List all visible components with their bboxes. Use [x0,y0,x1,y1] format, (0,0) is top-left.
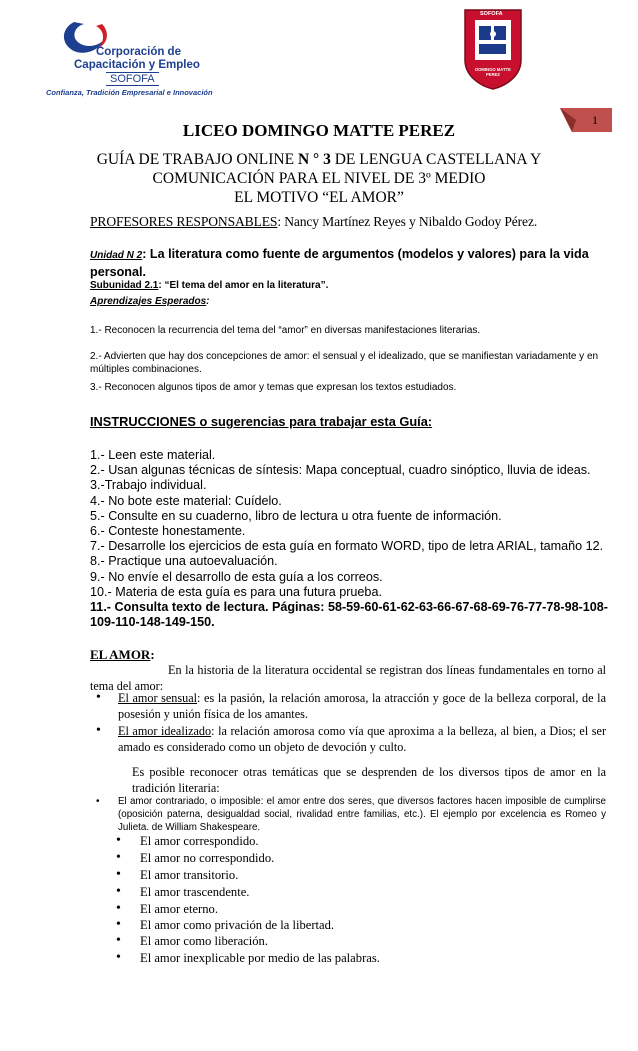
bullet-icon: • [116,884,121,899]
logo-line4: Confianza, Tradición Empresarial e Innovación [46,88,213,97]
amor-type-text: El amor no correspondido. [140,851,275,865]
bullet-icon: • [116,901,121,916]
guide-title-line1 [0,150,638,169]
instrucciones-title: INSTRUCCIONES o sugerencias para trabajar esta Guía: [90,414,433,429]
amor-idealizado-item [96,723,606,755]
amor-type-text: El amor como liberación. [140,934,268,948]
bullet-icon: • [116,917,121,932]
instruccion-item: 10.- Materia de esta guía es para una futura prueba. [90,584,382,599]
instruccion-item: 9.- No envíe el desarrollo de esta guía a los correos. [90,569,383,584]
page-number: 1 [592,113,598,127]
amor-type-item [116,833,259,849]
instruccion-item: 5.- Consulte en su cuaderno, libro de lectura u otra fuente de información. [90,508,502,523]
guide-title-line2: COMUNICACIÓN PARA EL NIVEL DE 3º MEDIO [152,170,486,187]
amor-type-text: El amor inexplicable por medio de las palabras. [140,951,380,965]
amor-title: EL AMOR [90,647,151,662]
amor-contrariado-item [96,796,606,834]
bullet-icon: • [96,723,101,738]
bullet-icon: • [116,833,121,848]
contrariado-text: El amor contrariado, o imposible: el amor entre dos seres, que diversos factores hacen imposible de cumplirse (oposición paterna, desigualdad social, rivalidad entre familias, etc.). El ejemplo por excelencia es Romeo y Julieta. de William Shakespeare. [118,796,606,833]
amor-type-text: El amor transitorio. [140,868,239,882]
logo-line1: Corporación de [96,46,181,58]
aprendizajes-colon: : [206,296,210,307]
instruccion-item: 7.- Desarrolle los ejercicios de esta guía en formato WORD, tipo de letra ARIAL, tamaño 12. [90,539,604,554]
subunit-heading [90,280,328,291]
crest-top-text: SOFOFA [480,11,503,17]
instrucciones-list [90,448,610,630]
amor-type-text: El amor correspondido. [140,834,259,848]
otras-tematicas-paragraph: Es posible reconocer otras temáticas que se desprenden de los diversos tipos de amor en la tradición literaria: [132,765,606,795]
instruccion-item: 11.- Consulta texto de lectura. Páginas: 58-59-60-61-62-63-66-67-68-69-76-77-78-98-108-109-110-148-149-150. [90,600,608,630]
instruccion-item: 8.- Practique una autoevaluación. [90,554,278,569]
bullet-icon: • [116,867,121,882]
idealizado-text: : la relación amorosa como vía que aproxima a la belleza, al bien, a Dios; el ser amado es considerado como un objeto de devoción y culto. [118,724,606,754]
bullet-icon: • [116,933,121,948]
amor-type-item [116,884,250,900]
bullet-icon: • [96,796,100,807]
guide-number: N ° 3 [297,151,331,168]
corporacion-logo [42,18,242,108]
guide-title [0,150,638,207]
bullet-icon: • [116,950,121,965]
amor-heading [90,647,155,663]
amor-type-item [116,901,218,917]
amor-type-item [116,850,275,866]
amor-type-text: El amor como privación de la libertad. [140,918,335,932]
logo-line3: SOFOFA [106,72,159,86]
subunit-label: Subunidad 2.1 [90,280,159,291]
unit-text: : La literatura como fuente de argumentos (modelos y valores) para la vida personal. [90,247,589,279]
sensual-label: El amor sensual [118,691,198,705]
amor-sensual-item [96,690,606,722]
liceo-crest [462,4,524,90]
amor-type-text: El amor eterno. [140,902,218,916]
amor-colon: : [150,647,155,662]
guide-title-part: GUÍA DE TRABAJO ONLINE [96,151,298,168]
unit-label: Unidad N 2 [90,250,143,261]
amor-type-item [116,933,268,949]
crest-bottom-text: DOMINGO MATTE PEREZ [475,67,511,77]
amor-intro: En la historia de la literatura occidental se registran dos líneas fundamentales en torno al tema del amor: [90,663,606,693]
sensual-text: : es la pasión, la relación amorosa, la atracción y goce de la belleza corporal, de la posesión y unión física de los amantes. [118,691,606,721]
bullet-icon: • [116,850,121,865]
amor-type-text: El amor trascendente. [140,885,250,899]
instruccion-item: 3.-Trabajo individual. [90,478,207,493]
aprendizaje-item-1: 1.- Reconocen la recurrencia del tema del “amor” en diversas manifestaciones literarias. [90,325,481,336]
amor-type-item [116,917,335,933]
aprendizaje-item-2: 2.- Advierten que hay dos concepciones de amor: el sensual y el idealizado, que se manifiestan variadamente y en múltiples combinaciones. [90,351,599,375]
instruccion-item: 4.- No bote este material: Cuídelo. [90,493,282,508]
professors-names: : Nancy Martínez Reyes y Nibaldo Godoy Pérez. [277,214,538,229]
school-title: LICEO DOMINGO MATTE PEREZ [182,121,456,140]
amor-type-item [116,867,239,883]
professors-line [90,214,537,230]
instruccion-item: 6.- Conteste honestamente. [90,524,246,539]
subunit-text: : “El tema del amor en la literatura”. [158,280,329,291]
instruccion-item: 1.- Leen este material. [90,448,216,462]
guide-title-part: DE LENGUA CASTELLANA Y [330,151,542,168]
unit-heading [90,246,606,281]
aprendizaje-item-3: 3.- Reconocen algunos tipos de amor y temas que expresan los textos estudiados. [90,382,457,393]
professors-label: PROFESORES RESPONSABLES [90,214,278,229]
instruccion-item: 2.- Usan algunas técnicas de síntesis: Mapa conceptual, cuadro sinóptico, lluvia de ideas. [90,463,591,478]
idealizado-label: El amor idealizado [118,724,212,738]
aprendizajes-label: Aprendizajes Esperados [90,296,207,307]
bullet-icon: • [96,690,101,705]
guide-title-line3: EL MOTIVO “EL AMOR” [234,189,404,206]
logo-line2: Capacitación y Empleo [74,59,200,71]
aprendizajes-heading [90,296,210,307]
amor-type-item [116,950,380,966]
